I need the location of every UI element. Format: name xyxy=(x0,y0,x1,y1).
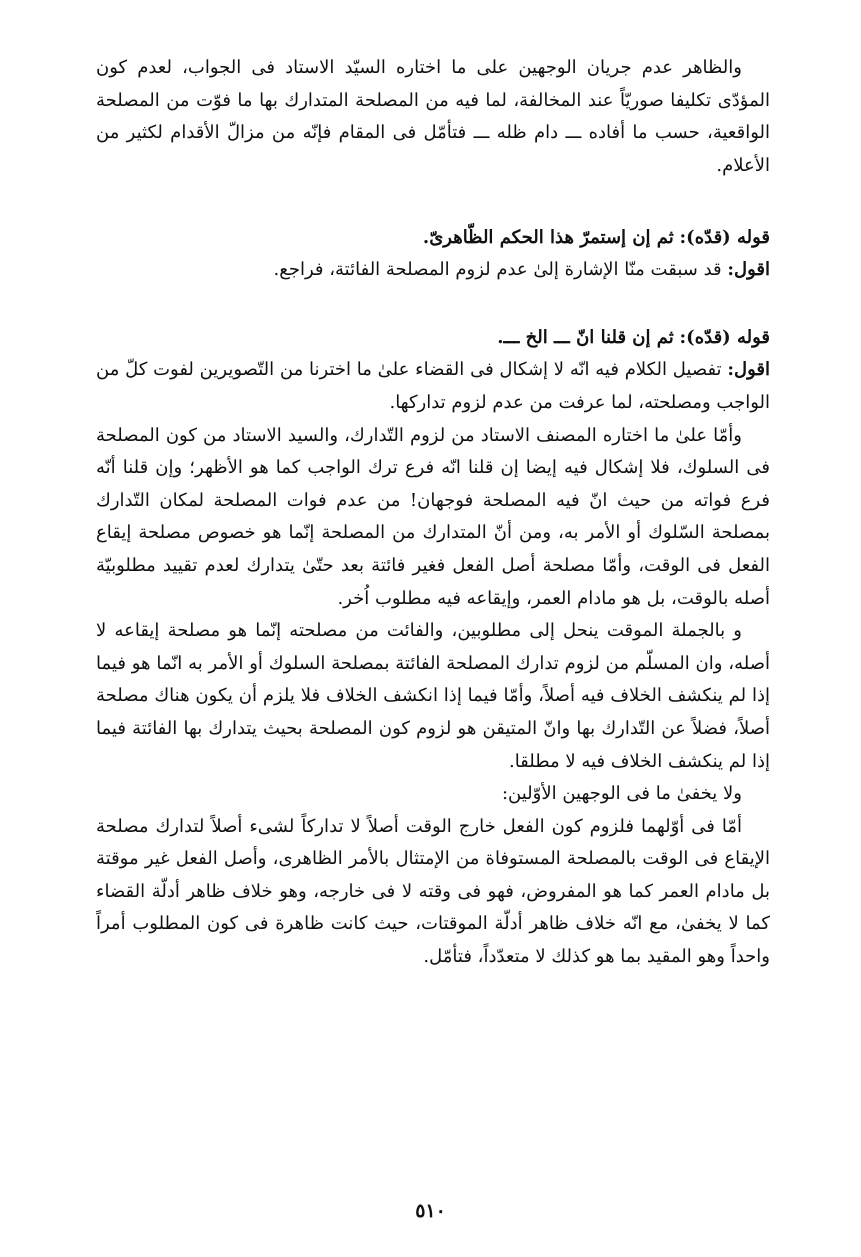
answer-label: اقول: xyxy=(727,259,770,281)
paragraph-3: و بالجملة الموقت ينحل إلى مطلوبين، والفائت من مصلحته إنّما هو مصلحة إيقاعه لا أصله، وان المسلّم من لزوم تدارك المصلحة الفائتة بمصلحة السلوك أو الأمر به انّما هو فيما إذا لم ينكشف الخلاف فيه أصلاً، وأمّا فيما إذا انكشف الخلاف فلا يلزم أن يكون هناك مصلحة أصلاً، فضلاً عن التّدارك بها وانّ المتيقن هو لزوم كون المصلحة بحيث يتدارك بها الفائتة فيما إذا لم ينكشف الخلاف فيه لا مطلقا. xyxy=(96,620,770,772)
paragraph-4: ولا يخفىٰ ما فى الوجهين الأوّلين: xyxy=(501,783,742,805)
paragraph-5: أمّا فى أوّلهما فلزوم كون الفعل خارج الوقت أصلاً لا تداركاً لشىء أصلاً لتدارك مصلحة الإيقاع فى الوقت بالمصلحة المستوفاة من الإمتثال بالأمر الظاهرى، وأصل الفعل غير موقتة بل مادام العمر كما هو المفروض، فهو فى وقته لا فى خارجه، وهو خلاف ظاهر أدلّة القضاء كما لا يخفىٰ، مع انّه خلاف ظاهر أدلّة الموقتات، حيث كانت ظاهرة فى كون المطلوب أمراً واحداً وهو المقيد بما هو كذلك لا متعدّداً، فتأمّل. xyxy=(96,815,771,968)
commentary-block-1 xyxy=(96,222,770,286)
answer-line-1 xyxy=(96,254,770,286)
answer-paragraph-2 xyxy=(96,354,770,419)
paragraph-2: وأمّا علىٰ ما اختاره المصنف الاستاد من لزوم التّدارك، والسيد الاستاد من كون المصلحة فى السلوك، فلا إشكال فيه إيضا إن قلنا انّه فرع ترك الواجب كما هو الأظهر؛ وإن قلنا أنّه فرع فواته من حيث انّ فيه المصلحة فوجهان! من عدم فوات المصلحة لمكان التّدارك بمصلحة السّلوك أو الأمر به، ومن أنّ المتدارك من المصلحة إنّما هو خصوص مصلحة إيقاع الفعل فى الوقت، وأمّا مصلحة أصل الفعل فغير فائتة بعد حتّىٰ يتدارك لعدم تقييد مطلوبيّة أصله بالوقت، بل هو مادام العمر، وإيقاعه فيه مطلوب اُخر. xyxy=(96,424,770,609)
page-number: ٥١٠ xyxy=(415,1200,446,1222)
page-body xyxy=(96,52,770,1222)
spacer xyxy=(96,182,770,222)
quote-label: قوله (قدّه): xyxy=(679,227,770,249)
commentary-block-2 xyxy=(96,322,770,419)
quote-text: ثم إن قلنا انّ ـــ الخ ـــ. xyxy=(497,327,674,349)
answer-label: اقول: xyxy=(727,359,770,381)
quote-line-2 xyxy=(96,322,770,354)
quote-text: ثم إن إستمرّ هذا الحكم الظّاهرىّ. xyxy=(422,227,674,249)
quote-label: قوله (قدّه): xyxy=(679,327,770,349)
answer-text: تفصيل الكلام فيه انّه لا إشكال فى القضاء علىٰ ما اخترنا من التّصويرين لفوت كلّ من الواجب ومصلحته، لما عرفت من عدم لزوم تداركها. xyxy=(96,359,770,413)
quote-line-1 xyxy=(96,222,770,254)
answer-text: قد سبقت منّا الإشارة إلىٰ عدم لزوم المصلحة الفائتة، فراجع. xyxy=(273,259,722,281)
spacer xyxy=(96,286,770,322)
paragraph-1: والظاهر عدم جريان الوجهين على ما اختاره السيّد الاستاد فى الجواب، لعدم كون المؤدّى تكليفا صوريّاً عند المخالفة، لما فيه من المصلحة المتدارك بها ما فوّت من المصلحة الواقعية، حسب ما أفاده ـــ دام ظله ـــ فتأمّل فى المقام فإنّه من مزالّ الأقدام لكثير من الأعلام. xyxy=(96,57,770,176)
